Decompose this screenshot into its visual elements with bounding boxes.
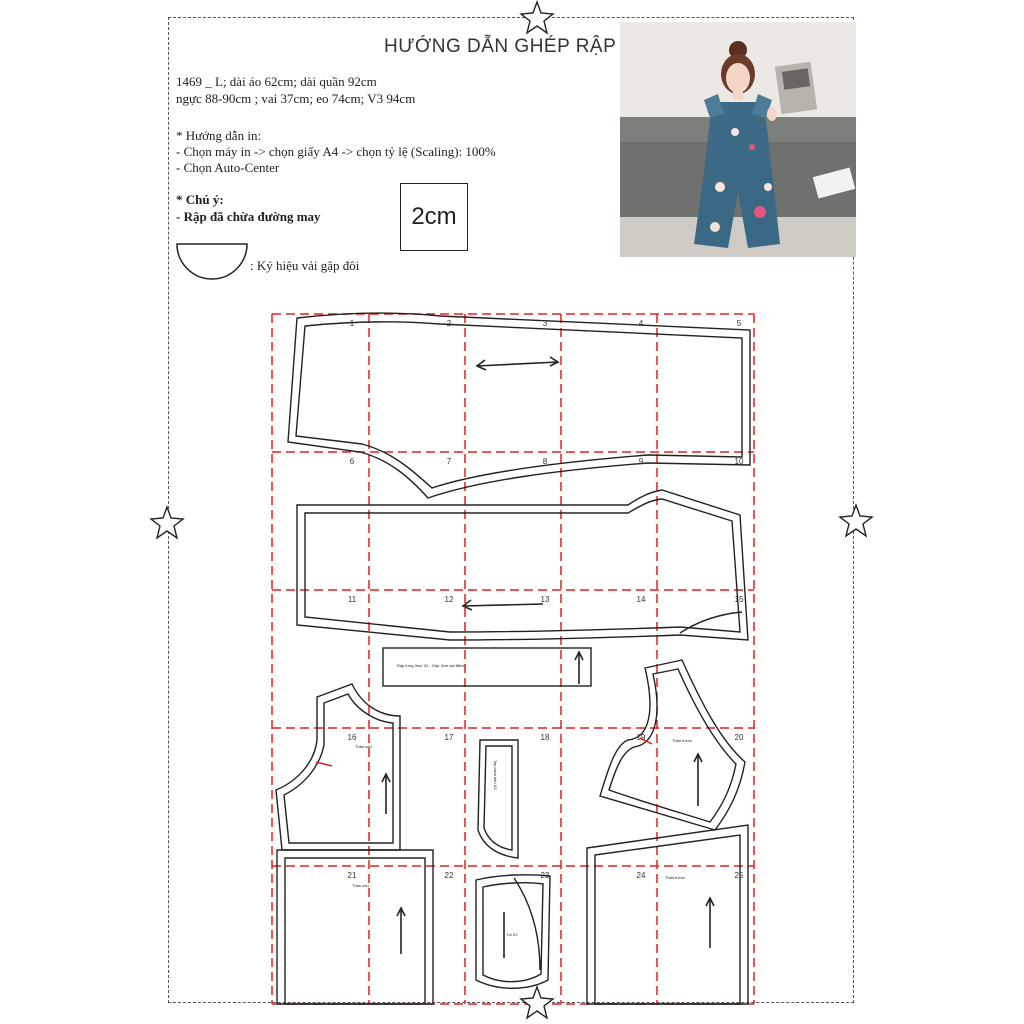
pattern-piece-trouser-front bbox=[288, 313, 750, 498]
page-number: 21 bbox=[347, 871, 357, 880]
note-text: - Rập đã chừa đường may bbox=[176, 209, 321, 224]
page-number: 15 bbox=[734, 595, 744, 604]
page-number: 1 bbox=[349, 319, 355, 328]
note-heading: * Chú ý: bbox=[176, 192, 224, 207]
page-number: 10 bbox=[734, 457, 744, 466]
star-icon bbox=[151, 507, 183, 538]
page-number: 23 bbox=[540, 871, 550, 880]
pocket-label: Túi X2 bbox=[506, 932, 518, 937]
page-number: 3 bbox=[542, 319, 548, 328]
pattern-piece-front-lower bbox=[587, 825, 748, 1004]
pattern-piece-back-top bbox=[276, 684, 400, 850]
grainline-arrow-icon bbox=[382, 357, 714, 958]
star-icon bbox=[521, 2, 553, 33]
sleeve-label: Tay cánh tiên X2 bbox=[493, 760, 498, 790]
page-number: 9 bbox=[638, 457, 644, 466]
page-number: 2 bbox=[446, 319, 452, 328]
back-lower-label: Thân sau bbox=[352, 883, 369, 888]
page-number: 14 bbox=[636, 595, 646, 604]
page-number: 16 bbox=[347, 733, 357, 742]
page-title: HƯỚNG DẪN GHÉP RẬP bbox=[384, 36, 617, 57]
pattern-piece-trouser-back bbox=[297, 490, 748, 640]
page-number: 25 bbox=[734, 871, 744, 880]
page-number: 17 bbox=[444, 733, 454, 742]
page-number: 12 bbox=[444, 595, 454, 604]
pattern-piece-sleeve bbox=[478, 740, 518, 858]
page-number: 22 bbox=[444, 871, 454, 880]
waistband-label: Rập lưng thun X2 - Gấp 3cm dài 88cm bbox=[397, 663, 466, 668]
fold-symbol-label: : Ký hiệu vải gập đôi bbox=[250, 258, 360, 273]
star-icon bbox=[840, 505, 872, 536]
back-top-label: Thân sau bbox=[355, 744, 372, 749]
page-number: 20 bbox=[734, 733, 744, 742]
front-lower-label: Thân trước bbox=[665, 875, 685, 880]
star-icon bbox=[521, 987, 553, 1018]
page-grid bbox=[272, 314, 754, 1004]
page-number: 8 bbox=[542, 457, 548, 466]
spec-line-1: 1469 _ L; dài áo 62cm; dài quần 92cm bbox=[176, 74, 377, 89]
page-number: 6 bbox=[349, 457, 355, 466]
print-guide-step-1: - Chọn máy in -> chọn giấy A4 -> chọn tỷ lệ (Scaling): 100% bbox=[176, 144, 496, 159]
print-guide-step-2: - Chọn Auto-Center bbox=[176, 160, 280, 175]
print-guide-heading: * Hướng dẫn in: bbox=[176, 128, 262, 143]
scale-label: 2cm bbox=[411, 203, 457, 230]
page-number: 11 bbox=[347, 595, 357, 604]
spec-line-2: ngực 88-90cm ; vai 37cm; eo 74cm; V3 94cm bbox=[176, 91, 416, 106]
page-number: 24 bbox=[636, 871, 646, 880]
page-number: 18 bbox=[540, 733, 550, 742]
page-number: 5 bbox=[736, 319, 742, 328]
front-top-label: Thân trước bbox=[672, 738, 692, 743]
page-number: 19 bbox=[636, 733, 646, 742]
page-number: 4 bbox=[638, 319, 644, 328]
fold-symbol-icon bbox=[177, 244, 247, 279]
page-number: 13 bbox=[540, 595, 550, 604]
pattern-piece-front-top bbox=[600, 660, 745, 830]
page-number: 7 bbox=[446, 457, 452, 466]
